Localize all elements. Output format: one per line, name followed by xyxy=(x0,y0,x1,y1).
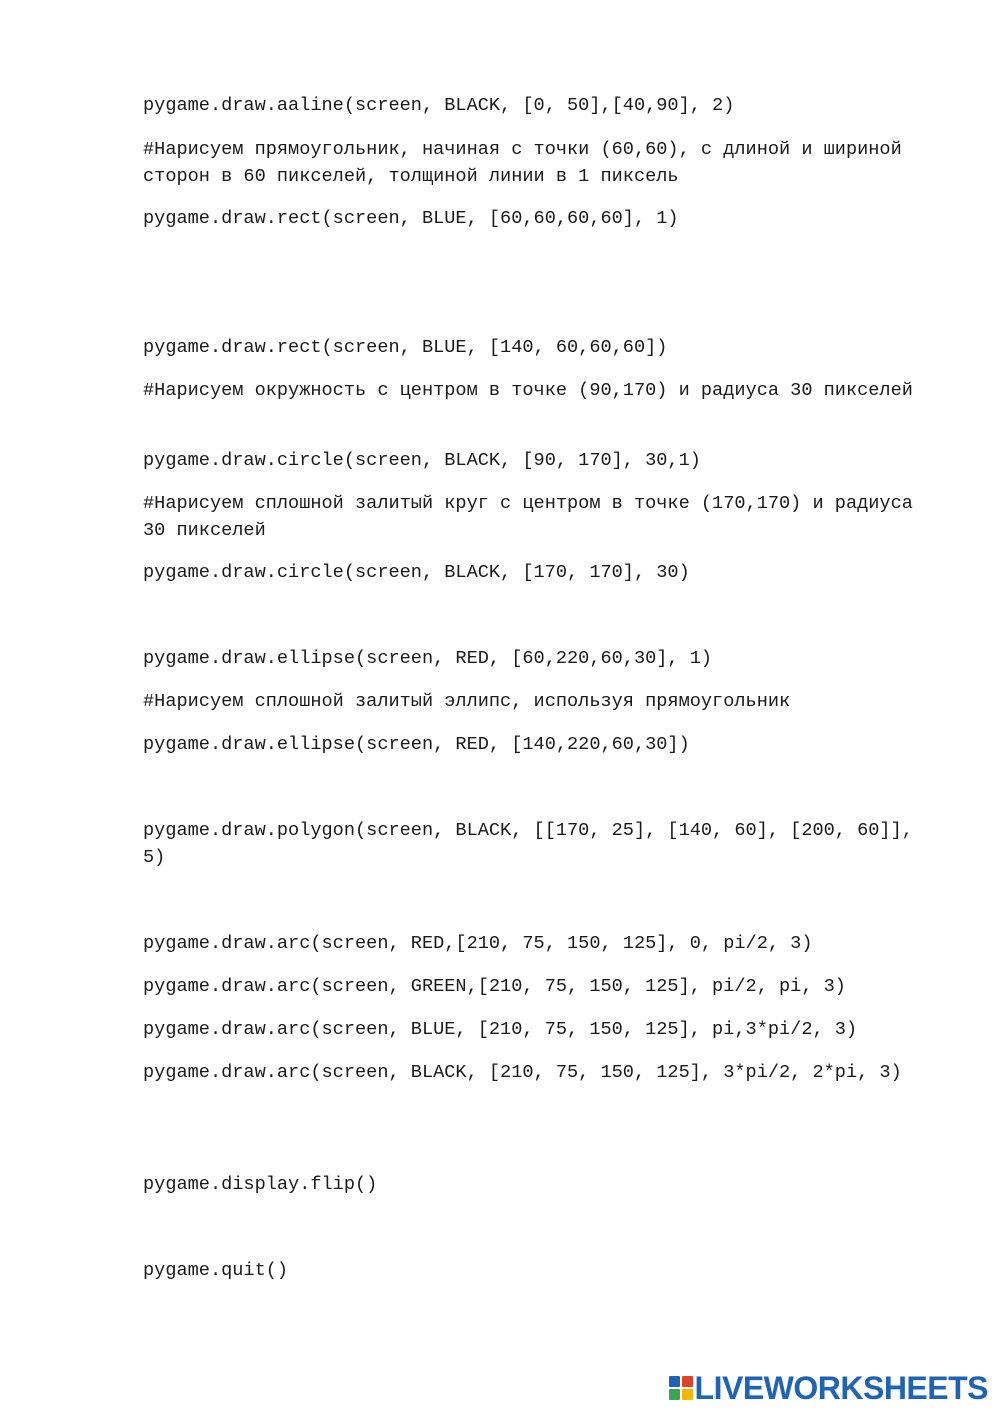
code-line: pygame.display.flip() xyxy=(143,1174,378,1195)
logo-square xyxy=(682,1376,693,1387)
code-line: pygame.draw.circle(screen, BLACK, [90, 170], 30,1) xyxy=(143,450,701,471)
code-line: pygame.draw.arc(screen, RED,[210, 75, 150, 125], 0, pi/2, 3) xyxy=(143,933,813,954)
code-line: pygame.draw.ellipse(screen, RED, [60,220,60,30], 1) xyxy=(143,648,713,669)
comment-line: #Нарисуем сплошной залитый эллипс, используя прямоугольник xyxy=(143,691,791,712)
liveworksheets-logo xyxy=(669,1372,988,1404)
code-line: pygame.draw.arc(screen, GREEN,[210, 75, 150, 125], pi/2, pi, 3) xyxy=(143,976,846,997)
liveworksheets-logo-icon xyxy=(669,1376,693,1400)
logo-square xyxy=(682,1389,693,1400)
comment-line: #Нарисуем окружность с центром в точке (90,170) и радиуса 30 пикселей xyxy=(143,380,913,401)
code-line: pygame.draw.arc(screen, BLUE, [210, 75, 150, 125], pi,3*pi/2, 3) xyxy=(143,1019,858,1040)
code-line: pygame.draw.ellipse(screen, RED, [140,220,60,30]) xyxy=(143,734,690,755)
code-line: pygame.quit() xyxy=(143,1260,289,1281)
code-line: pygame.draw.arc(screen, BLACK, [210, 75, 150, 125], 3*pi/2, 2*pi, 3) xyxy=(143,1062,902,1083)
code-line: pygame.draw.aaline(screen, BLACK, [0, 50],[40,90], 2) xyxy=(143,95,735,116)
code-line: pygame.draw.polygon(screen, BLACK, [[170, 25], [140, 60], [200, 60]], 5) xyxy=(143,820,925,868)
code-line: pygame.draw.rect(screen, BLUE, [140, 60,60,60]) xyxy=(143,337,668,358)
code-line: pygame.draw.rect(screen, BLUE, [60,60,60,60], 1) xyxy=(143,208,679,229)
comment-line: #Нарисуем сплошной залитый круг с центром в точке (170,170) и радиуса 30 пикселей xyxy=(143,493,925,541)
logo-text: LIVEWORKSHEETS xyxy=(694,1370,988,1406)
comment-line: #Нарисуем прямоугольник, начиная с точки (60,60), с длиной и шириной сторон в 60 пикселей, толщиной линии в 1 пиксель xyxy=(143,139,913,187)
logo-square xyxy=(669,1389,680,1400)
logo-square xyxy=(669,1376,680,1387)
code-line: pygame.draw.circle(screen, BLACK, [170, 170], 30) xyxy=(143,562,690,583)
